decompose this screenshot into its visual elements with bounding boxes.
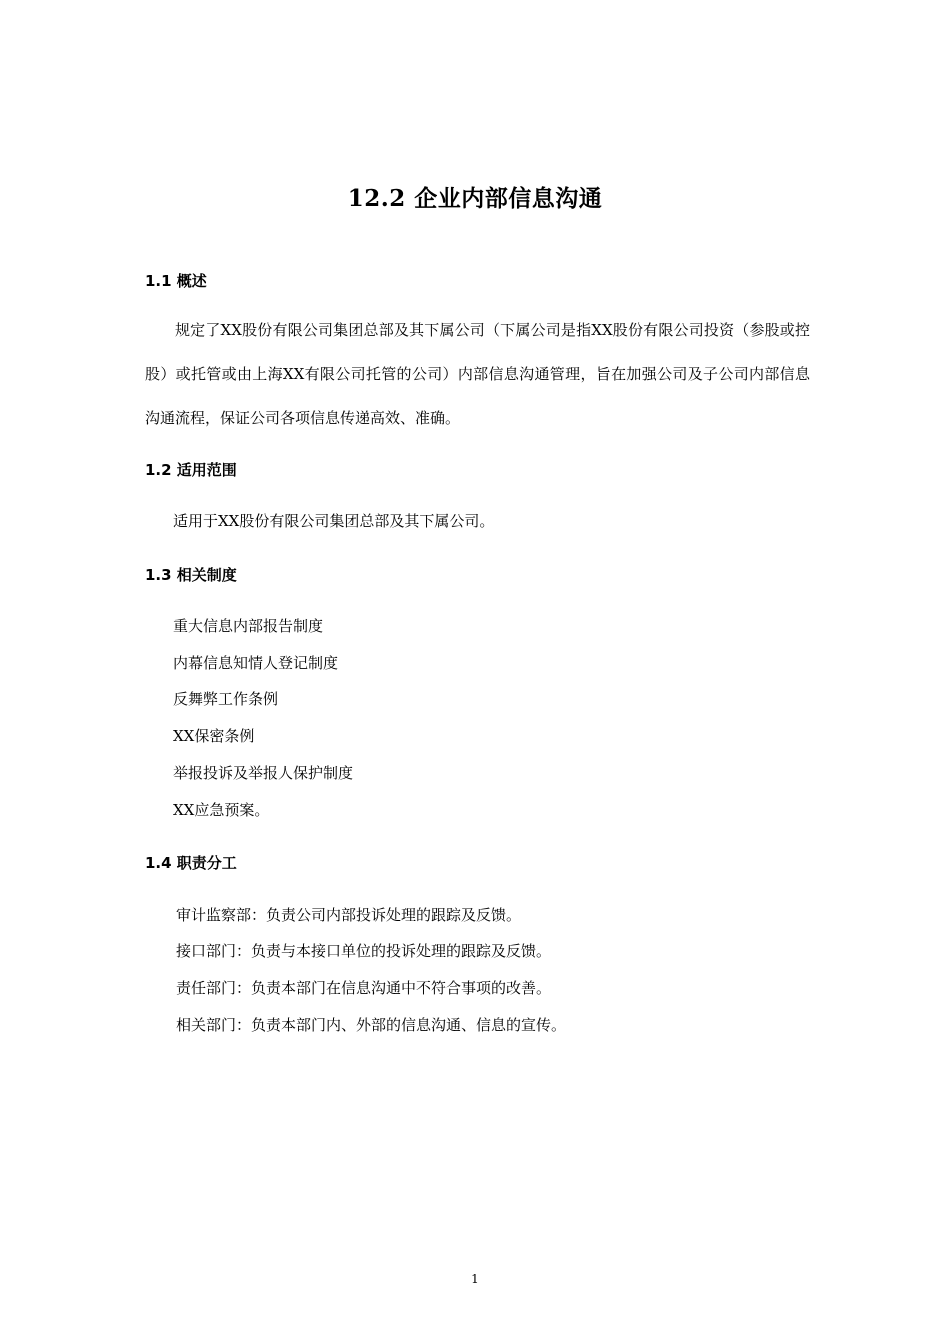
related-item: 内幕信息知情人登记制度 xyxy=(173,654,339,672)
section-heading-overview: 1.1 概述 xyxy=(145,272,207,290)
duty-item: 责任部门：负责本部门在信息沟通中不符合事项的改善。 xyxy=(176,979,552,997)
section-heading-duties: 1.4 职责分工 xyxy=(145,854,237,872)
overview-paragraph: 规定了XX股份有限公司集团总部及其下属公司（下属公司是指XX股份有限公司投资（参股或控股）或托管或由上海XX有限公司托管的公司）内部信息沟通管理，旨在加强公司及子公司内部信息沟通流程，保证公司各项信息传递高效、准确。 xyxy=(145,321,810,427)
related-item: 举报投诉及举报人保护制度 xyxy=(173,764,354,782)
duty-item: 相关部门：负责本部门内、外部的信息沟通、信息的宣传。 xyxy=(176,1016,567,1034)
related-item: XX应急预案。 xyxy=(173,801,270,819)
related-item: XX保密条例 xyxy=(173,727,255,745)
page-number: 1 xyxy=(471,1272,479,1286)
related-item: 反舞弊工作条例 xyxy=(173,690,279,708)
section-heading-scope: 1.2 适用范围 xyxy=(145,461,237,479)
document-title: 12.2 企业内部信息沟通 xyxy=(347,185,603,212)
related-item: 重大信息内部报告制度 xyxy=(173,617,324,635)
scope-paragraph: 适用于XX股份有限公司集团总部及其下属公司。 xyxy=(173,512,495,530)
duty-item: 审计监察部：负责公司内部投诉处理的跟踪及反馈。 xyxy=(176,906,522,924)
section-heading-related: 1.3 相关制度 xyxy=(145,566,237,584)
duty-item: 接口部门：负责与本接口单位的投诉处理的跟踪及反馈。 xyxy=(176,942,552,960)
